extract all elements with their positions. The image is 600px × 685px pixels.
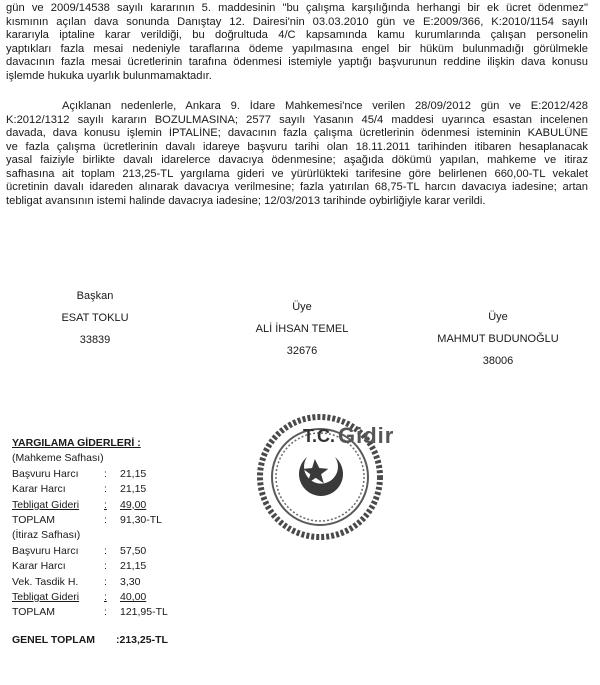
cost-label: Tebligat Gideri xyxy=(12,590,80,603)
text-line: davacının fazla mesai ücretlerinin tarafına ödenmesi istemiyle yaptığı başvurunun reddine ilişkin dava konusu xyxy=(6,56,588,68)
total-label: TOPLAM xyxy=(12,513,55,526)
paragraph-reasoning xyxy=(6,2,588,83)
separator: : xyxy=(104,544,107,557)
cost-value: 57,50 xyxy=(120,544,147,557)
signature-member-1 xyxy=(232,296,372,362)
text-line: ücretinin davalı idareden alınarak davacıya verilmesine; fazla yatırılan 68,75-TL harcın davacıya iadesine; artan xyxy=(6,181,588,193)
text-line: Açıklanan nedenlerle, Ankara 9. İdare Mahkemesi'nce verilen 28/09/2012 gün ve E:2012/428 xyxy=(62,100,588,112)
cost-value: 21,15 xyxy=(120,483,147,496)
costs-title: YARGILAMA GİDERLERİ : xyxy=(12,437,141,449)
cost-value: 21,15 xyxy=(120,467,147,480)
signature-name: ESAT TOKLU xyxy=(61,312,129,324)
text-line: kararıyla iptaline karar verildiği, bu doğrultuda 4/C kapsamında kamu kurumlarında çalışan personelin xyxy=(6,29,588,41)
cost-value: 3,30 xyxy=(120,575,141,588)
signature-number: 33839 xyxy=(79,334,111,346)
text-line: davada, dava konusu işlemin İPTALİNE; davacının fazla çalışma ücretlerinin ödenmesi isteminin KABULÜNE xyxy=(6,127,588,139)
paragraph-decision xyxy=(6,100,588,208)
cost-label: Vek. Tasdik H. xyxy=(12,575,79,588)
stamp-label: T.C. xyxy=(303,426,336,446)
objection-stage-label: (İtiraz Safhası) xyxy=(12,529,81,542)
signature-member-2 xyxy=(428,306,568,372)
signature-role: Başkan xyxy=(76,290,114,302)
text-line: işlemde hukuka uyarlık bulunmamaktadır. xyxy=(6,69,212,82)
cost-label: Başvuru Harcı xyxy=(12,544,79,557)
cost-label: Karar Harcı xyxy=(12,483,66,496)
cost-value: 49,00 xyxy=(120,498,147,511)
separator: : xyxy=(104,575,107,588)
grand-total-label: GENEL TOPLAM xyxy=(12,633,96,646)
court-stage-label: (Mahkeme Safhası) xyxy=(12,452,104,465)
signature-number: 32676 xyxy=(286,345,318,357)
total-value: 121,95-TL xyxy=(120,606,168,619)
cost-label: Başvuru Harcı xyxy=(12,467,79,480)
separator: : xyxy=(104,483,107,496)
separator: : xyxy=(104,590,107,603)
signature-name: MAHMUT BUDUNOĞLU xyxy=(437,333,559,345)
separator: : xyxy=(104,498,107,511)
separator: : xyxy=(104,606,107,619)
signature-number: 38006 xyxy=(482,355,514,367)
text-line: safhasına ait toplam 213,25-TL yargılama gideri ve yürürlükteki tarifesine göre belirlenen 660,00-TL vekalet xyxy=(6,167,588,180)
stamp-handwriting: Gidir xyxy=(338,423,395,448)
cost-label: Tebligat Gideri xyxy=(12,498,80,511)
signature-president xyxy=(40,285,150,351)
text-line: tebligat avansının istemi halinde davacıya iadesine; 12/03/2013 tarihinde oybirliğiyle karar verildi. xyxy=(6,194,486,207)
signature-role: Üye xyxy=(488,311,508,323)
separator: : xyxy=(104,513,107,526)
text-line: ve fazla çalışma ücretlerinin davalı idareye başvuru tarihi olan 18.11.2011 tarihinden itibaren hesaplanacak xyxy=(6,140,588,153)
signature-role: Üye xyxy=(292,301,312,313)
cost-value: 21,15 xyxy=(120,560,147,573)
total-label: TOPLAM xyxy=(12,606,55,619)
text-line: gün ve 2009/14538 sayılı kararının 5. maddesinin "bu çalışma karşılığında herhangi bir ek ücret ödenmez" xyxy=(6,2,588,14)
text-line: K:2012/1312 sayılı kararın BOZULMASINA; 2577 sayılı Yasanın 45/4 maddesi uyarınca esastan incelenen xyxy=(6,113,588,126)
text-line: yaptıkları fazla mesai nedeniyle taraflarına ödeme yapılmasına engel bir hüküm bulunmadığı görülmekle xyxy=(6,42,588,55)
cost-value: 40,00 xyxy=(120,590,147,603)
grand-total-value: :213,25-TL xyxy=(116,633,168,646)
separator: : xyxy=(104,560,107,573)
text-line: yasal faiziyle birlikte davalı idarelerce davacıya ödenmesine; aşağıda dökümü yapılan, mahkeme ve itiraz xyxy=(6,154,588,166)
cost-label: Karar Harcı xyxy=(12,560,66,573)
separator: : xyxy=(104,467,107,480)
total-value: 91,30-TL xyxy=(120,513,163,526)
signature-name: ALİ İHSAN TEMEL xyxy=(255,323,349,335)
text-line: kısmının açılan dava sonunda Danıştay 12. Dairesi'nin 03.03.2010 gün ve E:2009/366, K:2010/1154 sayılı xyxy=(6,15,588,28)
